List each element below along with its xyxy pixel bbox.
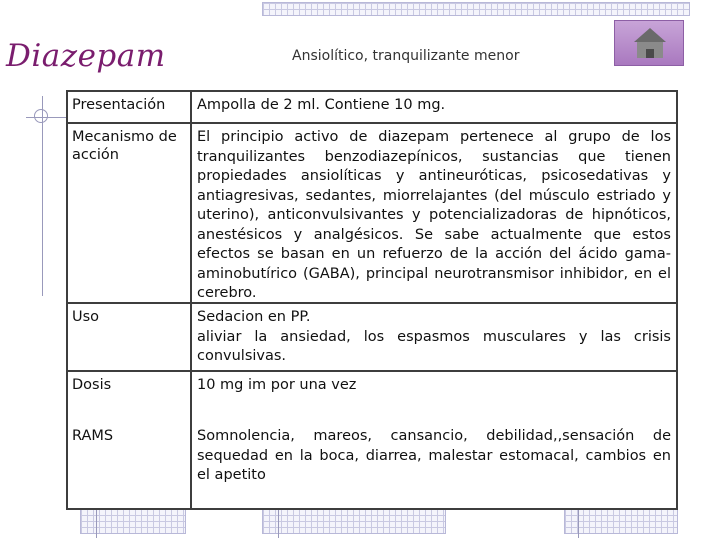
table-row bbox=[68, 124, 676, 304]
row-value-mecanismo: El principio activo de diazepam pertenece al grupo de los tranquilizantes benzodiazepínicos, sustancias que tienen propiedades ansiolíticas y antineuróticas, psicosedativas y antiagresivas, sedantes, miorrelajantes (del músculo estriado y uterino), anticonvulsivantes y potencializadoras de hipnóticos, anestésicos y analgésicos. Se sabe actualmente que estos efectos se basan en un refuerzo de la acción del ácido gama-aminobutírico (GABA), principal neurotransmisor inhibidor, en el cerebro. bbox=[197, 129, 671, 301]
row-label-mecanismo: Mecanismo de acción bbox=[72, 129, 177, 163]
table-row bbox=[68, 423, 676, 508]
page-title: Diazepam bbox=[6, 38, 166, 74]
page-subtitle: Ansiolítico, tranquilizante menor bbox=[292, 48, 520, 64]
row-label-presentacion: Presentación bbox=[72, 97, 166, 113]
row-label-rams: RAMS bbox=[72, 428, 114, 444]
home-button[interactable] bbox=[614, 20, 684, 66]
table-row bbox=[68, 304, 676, 372]
home-icon bbox=[633, 25, 667, 61]
row-value-rams: Somnolencia, mareos, cansancio, debilidad,,sensación de sequedad en la boca, diarrea, malestar estomacal, cambios en el apetito bbox=[197, 428, 671, 483]
row-value-presentacion: Ampolla de 2 ml. Contiene 10 mg. bbox=[197, 97, 446, 113]
drug-info-table bbox=[66, 90, 678, 510]
row-value-uso: Sedacion en PP. aliviar la ansiedad, los espasmos musculares y las crisis convulsivas. bbox=[197, 309, 671, 364]
decorative-grid-top bbox=[262, 2, 690, 16]
decorative-line-horizontal bbox=[26, 117, 70, 118]
table-row bbox=[68, 372, 676, 422]
row-label-dosis: Dosis bbox=[72, 377, 112, 393]
table-row bbox=[68, 92, 676, 124]
decorative-line-vertical bbox=[42, 96, 43, 296]
row-label-uso: Uso bbox=[72, 309, 100, 325]
row-value-dosis: 10 mg im por una vez bbox=[197, 377, 357, 393]
decorative-circle bbox=[34, 109, 48, 123]
